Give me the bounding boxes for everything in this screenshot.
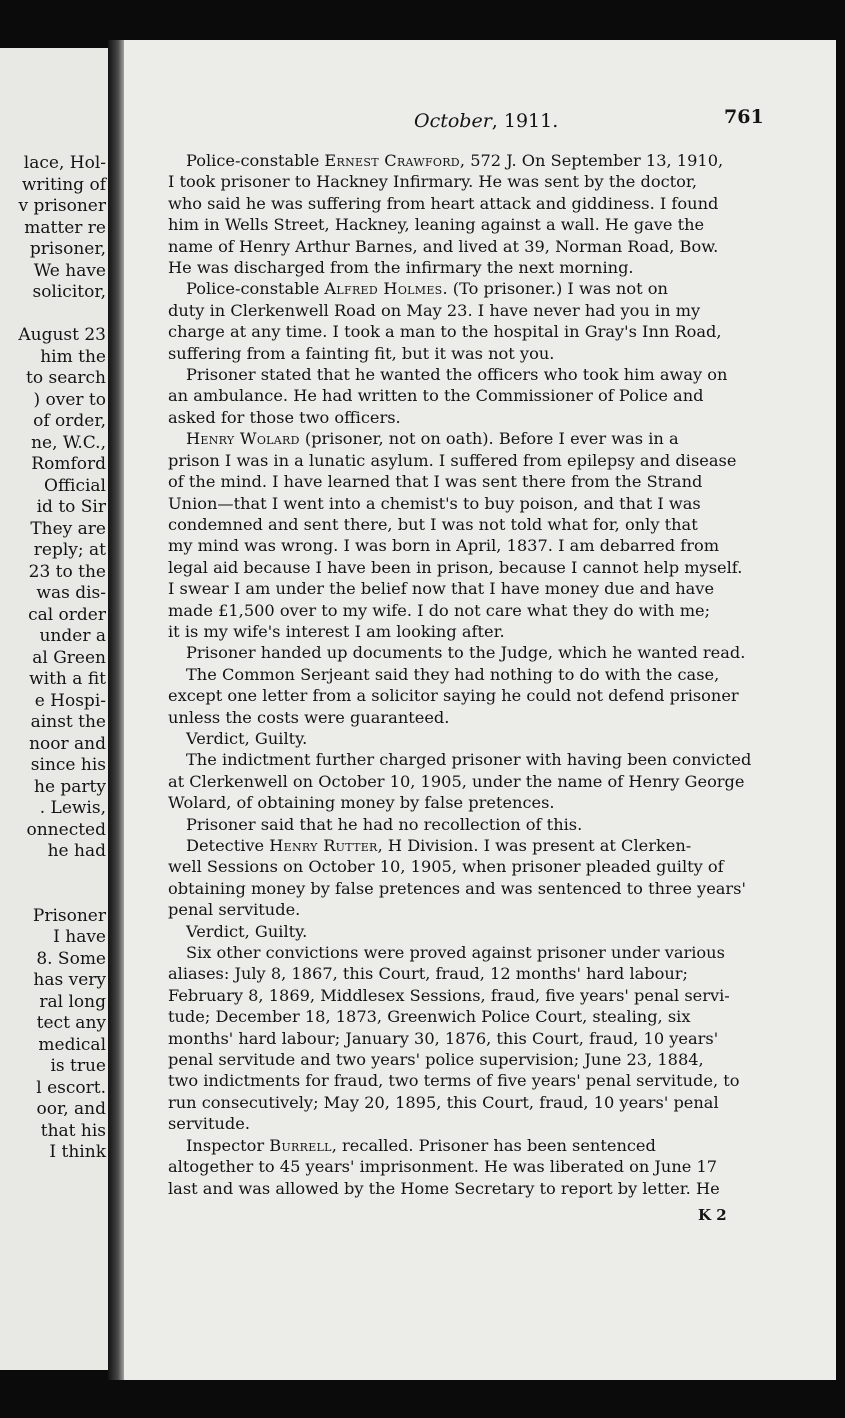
left-page-line: onnected xyxy=(26,819,106,840)
text-segment: Prisoner said that he had no recollection of this. xyxy=(186,814,583,834)
text-line xyxy=(168,493,780,514)
paragraph xyxy=(168,278,780,364)
text-segment: aliases: July 8, 1867, this Court, fraud, 12 months' hard labour; xyxy=(168,964,688,984)
left-page-line: noor and xyxy=(29,733,106,754)
text-segment: , recalled. Prisoner has been sentenced xyxy=(331,1135,656,1155)
text-line xyxy=(168,728,780,749)
left-page-line: under a xyxy=(39,626,106,646)
text-segment: servitude. xyxy=(168,1114,250,1134)
text-segment: run consecutively; May 20, 1895, this Court, fraud, 10 years' penal xyxy=(168,1092,719,1112)
running-head-year: , 1911. xyxy=(491,110,559,132)
text-line xyxy=(168,321,780,342)
text-line xyxy=(168,1092,780,1113)
left-page-line: Prisoner xyxy=(32,905,106,926)
text-segment: name of Henry Arthur Barnes, and lived at 39, Norman Road, Bow. xyxy=(168,236,719,256)
text-line xyxy=(168,278,780,299)
page-number: 761 xyxy=(724,106,764,128)
text-line xyxy=(168,985,780,1006)
text-segment: last and was allowed by the Home Secretary to report by letter. He xyxy=(168,1178,720,1198)
left-page-line: I have xyxy=(53,927,106,947)
left-page-line: Official xyxy=(44,475,106,496)
text-line xyxy=(168,942,780,963)
text-line xyxy=(168,1028,780,1049)
left-page-line xyxy=(18,884,106,906)
text-segment: Wolard, of obtaining money by false pretences. xyxy=(168,793,555,813)
speaker-name: Henry Rutter xyxy=(269,836,378,855)
text-line xyxy=(168,300,780,321)
text-segment: asked for those two officers. xyxy=(168,407,401,427)
text-line xyxy=(168,771,780,792)
text-segment: an ambulance. He had written to the Commissioner of Police and xyxy=(168,386,704,406)
text-line xyxy=(168,535,780,556)
text-segment: Prisoner stated that he wanted the officers who took him away on xyxy=(186,365,728,385)
text-line xyxy=(168,1006,780,1027)
text-segment: prison I was in a lunatic asylum. I suffered from epilepsy and disease xyxy=(168,450,737,470)
left-page-line: prisoner, xyxy=(29,239,106,259)
left-page-line: he party xyxy=(34,776,106,797)
left-page-line: Romford xyxy=(31,454,106,474)
text-line xyxy=(168,814,780,835)
text-line xyxy=(168,835,780,856)
left-page-line: medical xyxy=(38,1034,106,1055)
text-segment: two indictments for fraud, two terms of five years' penal servitude, to xyxy=(168,1071,740,1091)
text-segment: of the mind. I have learned that I was sent there from the Strand xyxy=(168,472,703,492)
paragraph xyxy=(168,150,780,278)
left-page-line: to search xyxy=(26,368,106,388)
text-line xyxy=(168,856,780,877)
text-segment: obtaining money by false pretences and was sentenced to three years' xyxy=(168,878,746,898)
text-line xyxy=(168,899,780,920)
text-segment: penal servitude and two years' police supervision; June 23, 1884, xyxy=(168,1050,704,1070)
left-facing-page xyxy=(0,48,112,1370)
paragraph xyxy=(168,749,780,813)
left-page-line xyxy=(18,863,106,885)
left-page-line: that his xyxy=(40,1120,106,1141)
text-line xyxy=(168,664,780,685)
left-page-line: reply; at xyxy=(33,540,106,560)
left-page-line: They are xyxy=(30,518,106,539)
speaker-name: Ernest Crawford xyxy=(324,151,460,170)
text-line xyxy=(168,1156,780,1177)
text-segment: unless the costs were guaranteed. xyxy=(168,707,450,727)
paragraph xyxy=(168,921,780,942)
text-segment: except one letter from a solicitor saying he could not defend prisoner xyxy=(168,686,739,706)
left-page-line: tect any xyxy=(36,1013,106,1033)
text-segment: condemned and sent there, but I was not told what for, only that xyxy=(168,514,698,534)
paragraph xyxy=(168,642,780,663)
left-page-line: ne, W.C., xyxy=(31,432,106,453)
text-segment: Detective xyxy=(186,836,270,855)
speaker-name: Henry Wolard xyxy=(186,429,300,449)
text-segment: Prisoner handed up documents to the Judge, which he wanted read. xyxy=(186,643,746,663)
paragraph xyxy=(168,942,780,1135)
paragraph xyxy=(168,364,780,428)
text-segment: Verdict, Guilty. xyxy=(186,728,308,748)
text-segment: my mind was wrong. I was born in April, 1837. I am debarred from xyxy=(168,536,720,556)
printer-signature-mark: K 2 xyxy=(698,1206,727,1224)
text-line xyxy=(168,450,780,471)
left-page-line: . Lewis, xyxy=(39,798,106,818)
text-segment: I swear I am under the belief now that I have money due and have xyxy=(168,579,715,599)
text-segment: made £1,500 over to my wife. I do not care what they do with me; xyxy=(168,600,711,620)
text-line xyxy=(168,1049,780,1070)
left-page-line: August 23 xyxy=(18,325,106,345)
text-segment: . (To prisoner.) I was not on xyxy=(442,279,668,299)
text-line xyxy=(168,878,780,899)
text-segment: it is my wife's interest I am looking after. xyxy=(168,621,505,641)
left-page-line: We have xyxy=(33,260,106,281)
text-segment: at Clerkenwell on October 10, 1905, under the name of Henry George xyxy=(168,771,745,791)
text-line xyxy=(168,557,780,578)
text-segment: Inspector xyxy=(186,1135,270,1155)
left-page-line: cal order xyxy=(28,604,106,625)
text-line xyxy=(168,621,780,642)
left-page-line: was dis- xyxy=(36,583,106,603)
left-page-line: since his xyxy=(30,755,106,775)
left-page-line: 8. Some xyxy=(36,948,106,969)
speaker-name: Burrell xyxy=(269,1135,332,1155)
text-segment: suffering from a fainting fit, but it was not you. xyxy=(168,343,555,363)
running-head xyxy=(414,110,558,132)
text-line xyxy=(168,1070,780,1091)
left-page-line: solicitor, xyxy=(32,282,106,302)
left-page-line: writing of xyxy=(21,174,106,195)
left-page-line: is true xyxy=(50,1056,106,1076)
text-segment: months' hard labour; January 30, 1876, this Court, fraud, 10 years' xyxy=(168,1028,719,1048)
text-line xyxy=(168,214,780,235)
text-line xyxy=(168,343,780,364)
paragraph xyxy=(168,814,780,835)
left-page-line: 23 to the xyxy=(28,561,106,582)
text-line xyxy=(168,792,780,813)
text-segment: (prisoner, not on oath). Before I ever was in a xyxy=(299,429,679,449)
left-page-line: I think xyxy=(49,1142,106,1162)
right-page xyxy=(124,40,836,1380)
text-line xyxy=(168,193,780,214)
paragraph xyxy=(168,664,780,728)
text-line xyxy=(168,921,780,942)
left-page-line: e Hospi- xyxy=(34,690,106,711)
left-page-line: he had xyxy=(47,841,106,861)
text-segment: tude; December 18, 1873, Greenwich Police Court, stealing, six xyxy=(168,1007,691,1027)
text-segment: Union—that I went into a chemist's to buy poison, and that I was xyxy=(168,493,701,513)
text-segment: He was discharged from the infirmary the next morning. xyxy=(168,258,634,278)
text-line xyxy=(168,1178,780,1199)
left-page-line xyxy=(18,304,106,326)
left-page-line: of order, xyxy=(33,411,106,431)
text-line xyxy=(168,150,780,171)
text-line xyxy=(168,364,780,385)
paragraph xyxy=(168,728,780,749)
text-line xyxy=(168,600,780,621)
text-line xyxy=(168,407,780,428)
text-line xyxy=(168,1135,780,1156)
text-line xyxy=(168,963,780,984)
text-segment: charge at any time. I took a man to the hospital in Gray's Inn Road, xyxy=(168,322,722,342)
text-segment: legal aid because I have been in prison, because I cannot help myself. xyxy=(168,557,743,577)
left-page-line: matter re xyxy=(24,217,106,238)
text-segment: Police-constable xyxy=(186,151,325,170)
text-line xyxy=(168,685,780,706)
text-segment: duty in Clerkenwell Road on May 23. I have never had you in my xyxy=(168,300,701,320)
paragraph xyxy=(168,835,780,921)
text-line xyxy=(168,385,780,406)
body-text xyxy=(168,150,780,1199)
text-line xyxy=(168,514,780,535)
left-page-line: ral long xyxy=(39,991,106,1012)
text-line xyxy=(168,257,780,278)
text-line xyxy=(168,578,780,599)
text-line xyxy=(168,428,780,449)
paragraph xyxy=(168,1135,780,1199)
paragraph xyxy=(168,428,780,642)
text-line xyxy=(168,707,780,728)
left-page-line: oor, and xyxy=(36,1099,106,1119)
text-segment: The indictment further charged prisoner with having been convicted xyxy=(186,750,752,770)
text-segment: The Common Serjeant said they had nothing to do with the case, xyxy=(186,664,720,684)
text-line xyxy=(168,171,780,192)
left-page-text-fragments xyxy=(18,153,106,1164)
text-line xyxy=(168,749,780,770)
left-page-line: him the xyxy=(40,346,106,367)
left-page-line: lace, Hol- xyxy=(23,153,106,173)
text-line xyxy=(168,471,780,492)
text-line xyxy=(168,236,780,257)
text-segment: him in Wells Street, Hackney, leaning against a wall. He gave the xyxy=(168,215,705,235)
text-segment: Six other convictions were proved against prisoner under various xyxy=(186,943,725,963)
left-page-line: ) over to xyxy=(33,389,106,410)
text-segment: , 572 J. On September 13, 1910, xyxy=(459,151,724,170)
left-page-line: has very xyxy=(33,970,106,990)
text-segment: February 8, 1869, Middlesex Sessions, fraud, five years' penal servi- xyxy=(168,985,730,1005)
left-page-line: id to Sir xyxy=(36,497,106,517)
left-page-line: with a fit xyxy=(29,669,106,689)
left-page-line: al Green xyxy=(32,647,106,668)
left-page-line: v prisoner xyxy=(18,196,106,216)
text-segment: well Sessions on October 10, 1905, when prisoner pleaded guilty of xyxy=(168,857,724,877)
text-line xyxy=(168,642,780,663)
text-line xyxy=(168,1113,780,1134)
text-segment: who said he was suffering from heart attack and giddiness. I found xyxy=(168,193,719,213)
left-page-line: ainst the xyxy=(30,712,106,732)
text-segment: penal servitude. xyxy=(168,900,301,920)
text-segment: Verdict, Guilty. xyxy=(186,921,308,941)
left-page-line: l escort. xyxy=(36,1077,106,1098)
running-head-month: October xyxy=(414,110,492,132)
speaker-name: Alfred Holmes xyxy=(324,279,443,299)
text-segment: I took prisoner to Hackney Infirmary. He was sent by the doctor, xyxy=(168,172,698,192)
text-segment: altogether to 45 years' imprisonment. He was liberated on June 17 xyxy=(168,1157,718,1177)
text-segment: , H Division. I was present at Clerken- xyxy=(377,836,692,855)
text-segment: Police-constable xyxy=(186,279,325,299)
